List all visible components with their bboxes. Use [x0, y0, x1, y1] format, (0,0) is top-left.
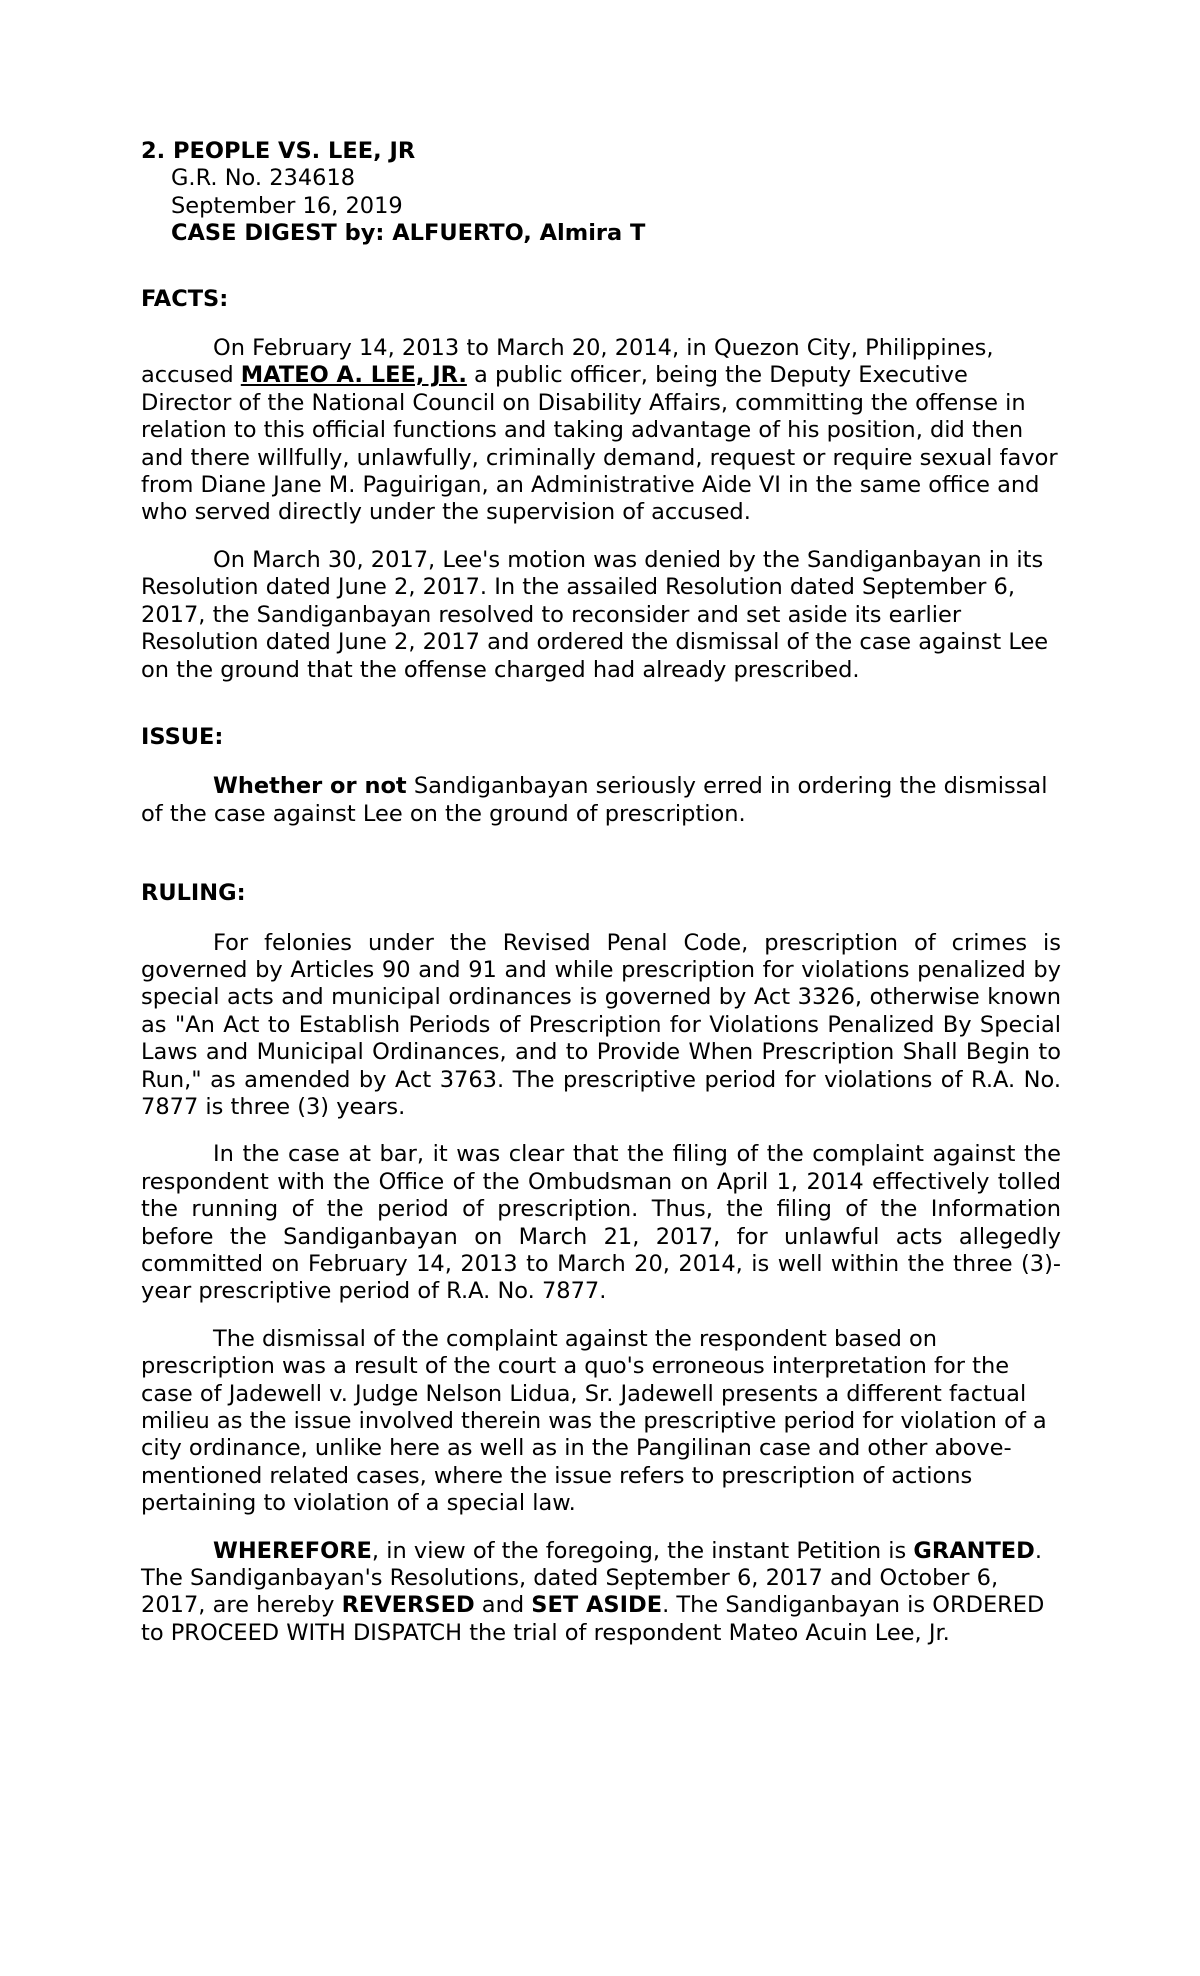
issue-text: Sandiganbayan seriously erred in ordering the dismissal of the case against Lee on the ground of prescription. — [141, 773, 1048, 827]
issue-heading: ISSUE: — [141, 723, 224, 750]
ruling-paragraph-3: The dismissal of the complaint against the respondent based on prescription was a result of the court a quo's erroneous interpretation for the case of Jadewell v. Judge Nelson Lidua, Sr. Jadewell presents a different factual milieu as the issue involved therein was the prescriptive period for violation of a city ordinance, unlike here as well as in the Pangilinan case and other above-mentioned related cases, where the issue refers to prescription of actions pertaining to violation of a special law. — [141, 1325, 1047, 1517]
digest-author: CASE DIGEST by: ALFUERTO, Almira T — [171, 220, 646, 247]
accused-name: MATEO A. LEE, JR. — [240, 362, 467, 389]
ruling-p4-text-b: . The Sandiganbayan's Resolutions, dated September 6, 2017 and October 6, 2017, are hereby — [141, 1537, 1042, 1619]
ruling-heading: RULING: — [141, 880, 246, 907]
facts-p1-text-a: On February 14, 2013 to March 20, 2014, in Quezon City, Philippines, accused — [141, 335, 994, 389]
case-date: September 16, 2019 — [171, 192, 403, 219]
facts-paragraph-1 — [141, 335, 1061, 527]
reversed-label: REVERSED — [341, 1592, 475, 1619]
ruling-paragraph-1: For felonies under the Revised Penal Code, prescription of crimes is governed by Articles 90 and 91 and while prescription for violations penalized by special acts and municipal ordinances is governed by Act 3326, otherwise known as "An Act to Establish Periods of Prescription for Violations Penalized By Special Laws and Municipal Ordinances, and to Provide When Prescription Shall Begin to Run," as amended by Act 3763. The prescriptive period for violations of R.A. No. 7877 is three (3) years. — [141, 929, 1061, 1120]
ruling-paragraph-4 — [141, 1538, 1061, 1648]
ruling-p4-and: and — [474, 1592, 532, 1619]
facts-heading: FACTS: — [141, 285, 229, 312]
issue-lead: Whether or not — [213, 773, 407, 800]
issue-paragraph — [141, 773, 1061, 828]
case-title: 2. PEOPLE VS. LEE, JR — [141, 138, 416, 164]
wherefore-label: WHEREFORE — [213, 1537, 372, 1564]
granted-label: GRANTED — [913, 1537, 1035, 1564]
ruling-p4-text-a: , in view of the foregoing, the instant Petition is — [371, 1537, 914, 1564]
gr-number: G.R. No. 234618 — [171, 165, 356, 192]
case-header — [141, 138, 1061, 248]
ruling-p4-text-c: . The Sandiganbayan is ORDERED to PROCEED WITH DISPATCH the trial of respondent Mateo Acuin Lee, Jr. — [141, 1592, 1045, 1646]
ruling-paragraph-2: In the case at bar, it was clear that the filing of the complaint against the respondent with the Office of the Ombudsman on April 1, 2014 effectively tolled the running of the period of prescription. Thus, the filing of the Information before the Sandiganbayan on March 21, 2017, for unlawful acts allegedly committed on February 14, 2013 to March 20, 2014, is well within the three (3)-year prescriptive period of R.A. No. 7877. — [141, 1141, 1061, 1305]
document-page — [141, 138, 1061, 1667]
set-aside-label: SET ASIDE — [531, 1592, 663, 1619]
facts-paragraph-2: On March 30, 2017, Lee's motion was denied by the Sandiganbayan in its Resolution dated June 2, 2017. In the assailed Resolution dated September 6, 2017, the Sandiganbayan resolved to reconsider and set aside its earlier Resolution dated June 2, 2017 and ordered the dismissal of the case against Lee on the ground that the offense charged had already prescribed. — [141, 546, 1049, 683]
facts-p1-text-b: a public officer, being the Deputy Executive Director of the National Council on Disability Affairs, committing the offense in relation to this official functions and taking advantage of his position, did then and there willfully, unlawfully, criminally demand, request or require sexual favor from Diane Jane M. Paguirigan, an Administrative Aide VI in the same office and who served directly under the supervision of accused. — [141, 362, 1058, 526]
